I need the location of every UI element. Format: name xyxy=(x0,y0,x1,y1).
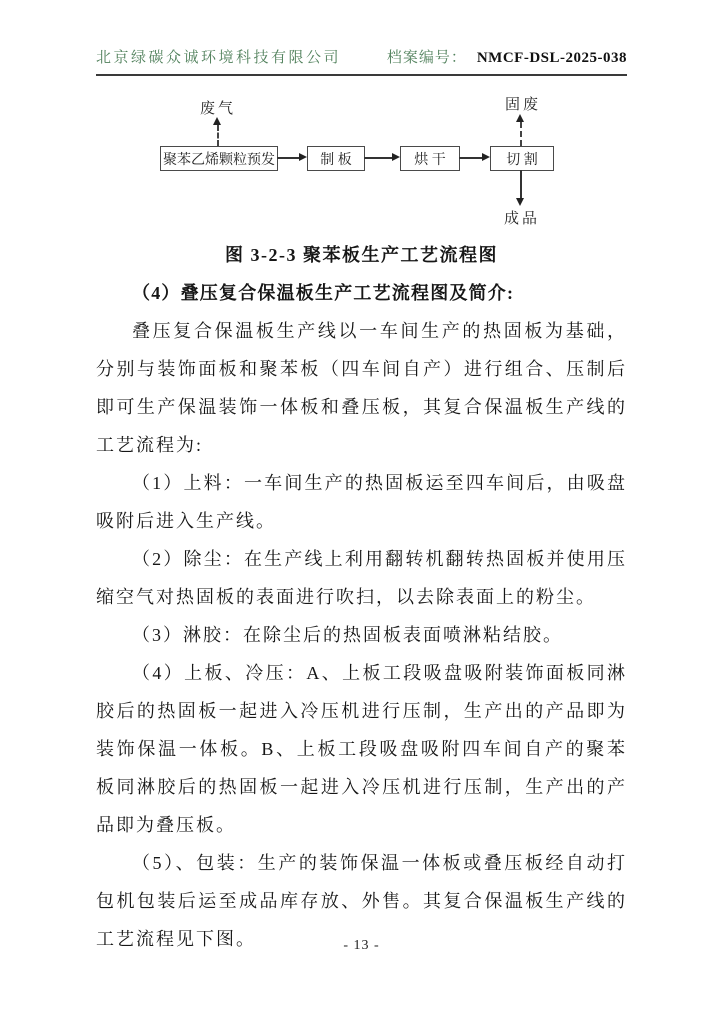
document-body xyxy=(96,236,627,958)
paragraph-step-4: （4）上板、冷压：A、上板工段吸盘吸附装饰面板同淋胶后的热固板一起进入冷压机进行压制，生产出的产品即为装饰保温一体板。B、上板工段吸盘吸附四车间自产的聚苯板同淋胶后的热固板一起进入冷压机进行压制，生产出的产品即为叠压板。 xyxy=(96,663,627,835)
process-box-cutting: 切 割 xyxy=(490,146,554,171)
page-header xyxy=(96,46,627,76)
waste-gas-dashed-line xyxy=(217,125,219,146)
product-arrowhead-icon xyxy=(516,198,524,206)
solid-waste-dashed-line xyxy=(520,122,522,146)
flow-arrow-line-1 xyxy=(277,157,300,159)
company-name: 北京绿碳众诚环境科技有限公司 xyxy=(96,50,342,66)
paragraph-step-5: （5）、包装：生产的装饰保温一体板或叠压板经自动打包机包装后运至成品库存放、外售。其复合保温板生产线的工艺流程见下图。 xyxy=(96,853,627,949)
flow-arrow-line-2 xyxy=(364,157,393,159)
figure-caption: 图 3-2-3 聚苯板生产工艺流程图 xyxy=(225,245,498,265)
flow-arrowhead-1-icon xyxy=(299,153,307,161)
paragraph-step-1: （1）上料：一车间生产的热固板运至四车间后，由吸盘吸附后进入生产线。 xyxy=(96,473,627,531)
flow-arrowhead-3-icon xyxy=(482,153,490,161)
archive-number-label: 档案编号： xyxy=(386,50,467,66)
paragraph-step-3: （3）淋胶：在除尘后的热固板表面喷淋粘结胶。 xyxy=(132,625,563,645)
waste-gas-label: 废气 xyxy=(200,101,237,117)
page-footer xyxy=(0,938,723,954)
solid-waste-label: 固废 xyxy=(505,97,542,113)
process-box-pre-expansion: 聚苯乙烯颗粒预发 xyxy=(160,146,278,171)
flow-arrowhead-2-icon xyxy=(392,153,400,161)
page-number: - 13 - xyxy=(343,938,380,953)
waste-gas-arrowhead-icon xyxy=(213,117,221,125)
process-flow-diagram xyxy=(96,95,627,235)
archive-number-group xyxy=(387,46,627,67)
process-box-drying: 烘 干 xyxy=(400,146,460,171)
archive-number-value: NMCF-DSL-2025-038 xyxy=(476,50,627,66)
paragraph-step-2: （2）除尘：在生产线上利用翻转机翻转热固板并使用压缩空气对热固板的表面进行吹扫，以去除表面上的粉尘。 xyxy=(96,549,627,607)
solid-waste-arrowhead-icon xyxy=(516,114,524,122)
product-arrow-line xyxy=(520,170,522,198)
product-label: 成品 xyxy=(504,211,541,227)
process-box-board-making: 制 板 xyxy=(307,146,365,171)
paragraph-intro: 叠压复合保温板生产线以一车间生产的热固板为基础，分别与装饰面板和聚苯板（四车间自产）进行组合、压制后即可生产保温装饰一体板和叠压板，其复合保温板生产线的工艺流程为: xyxy=(96,321,627,455)
flow-arrow-line-3 xyxy=(459,157,483,159)
section-heading: （4）叠压复合保温板生产工艺流程图及简介: xyxy=(132,283,515,303)
